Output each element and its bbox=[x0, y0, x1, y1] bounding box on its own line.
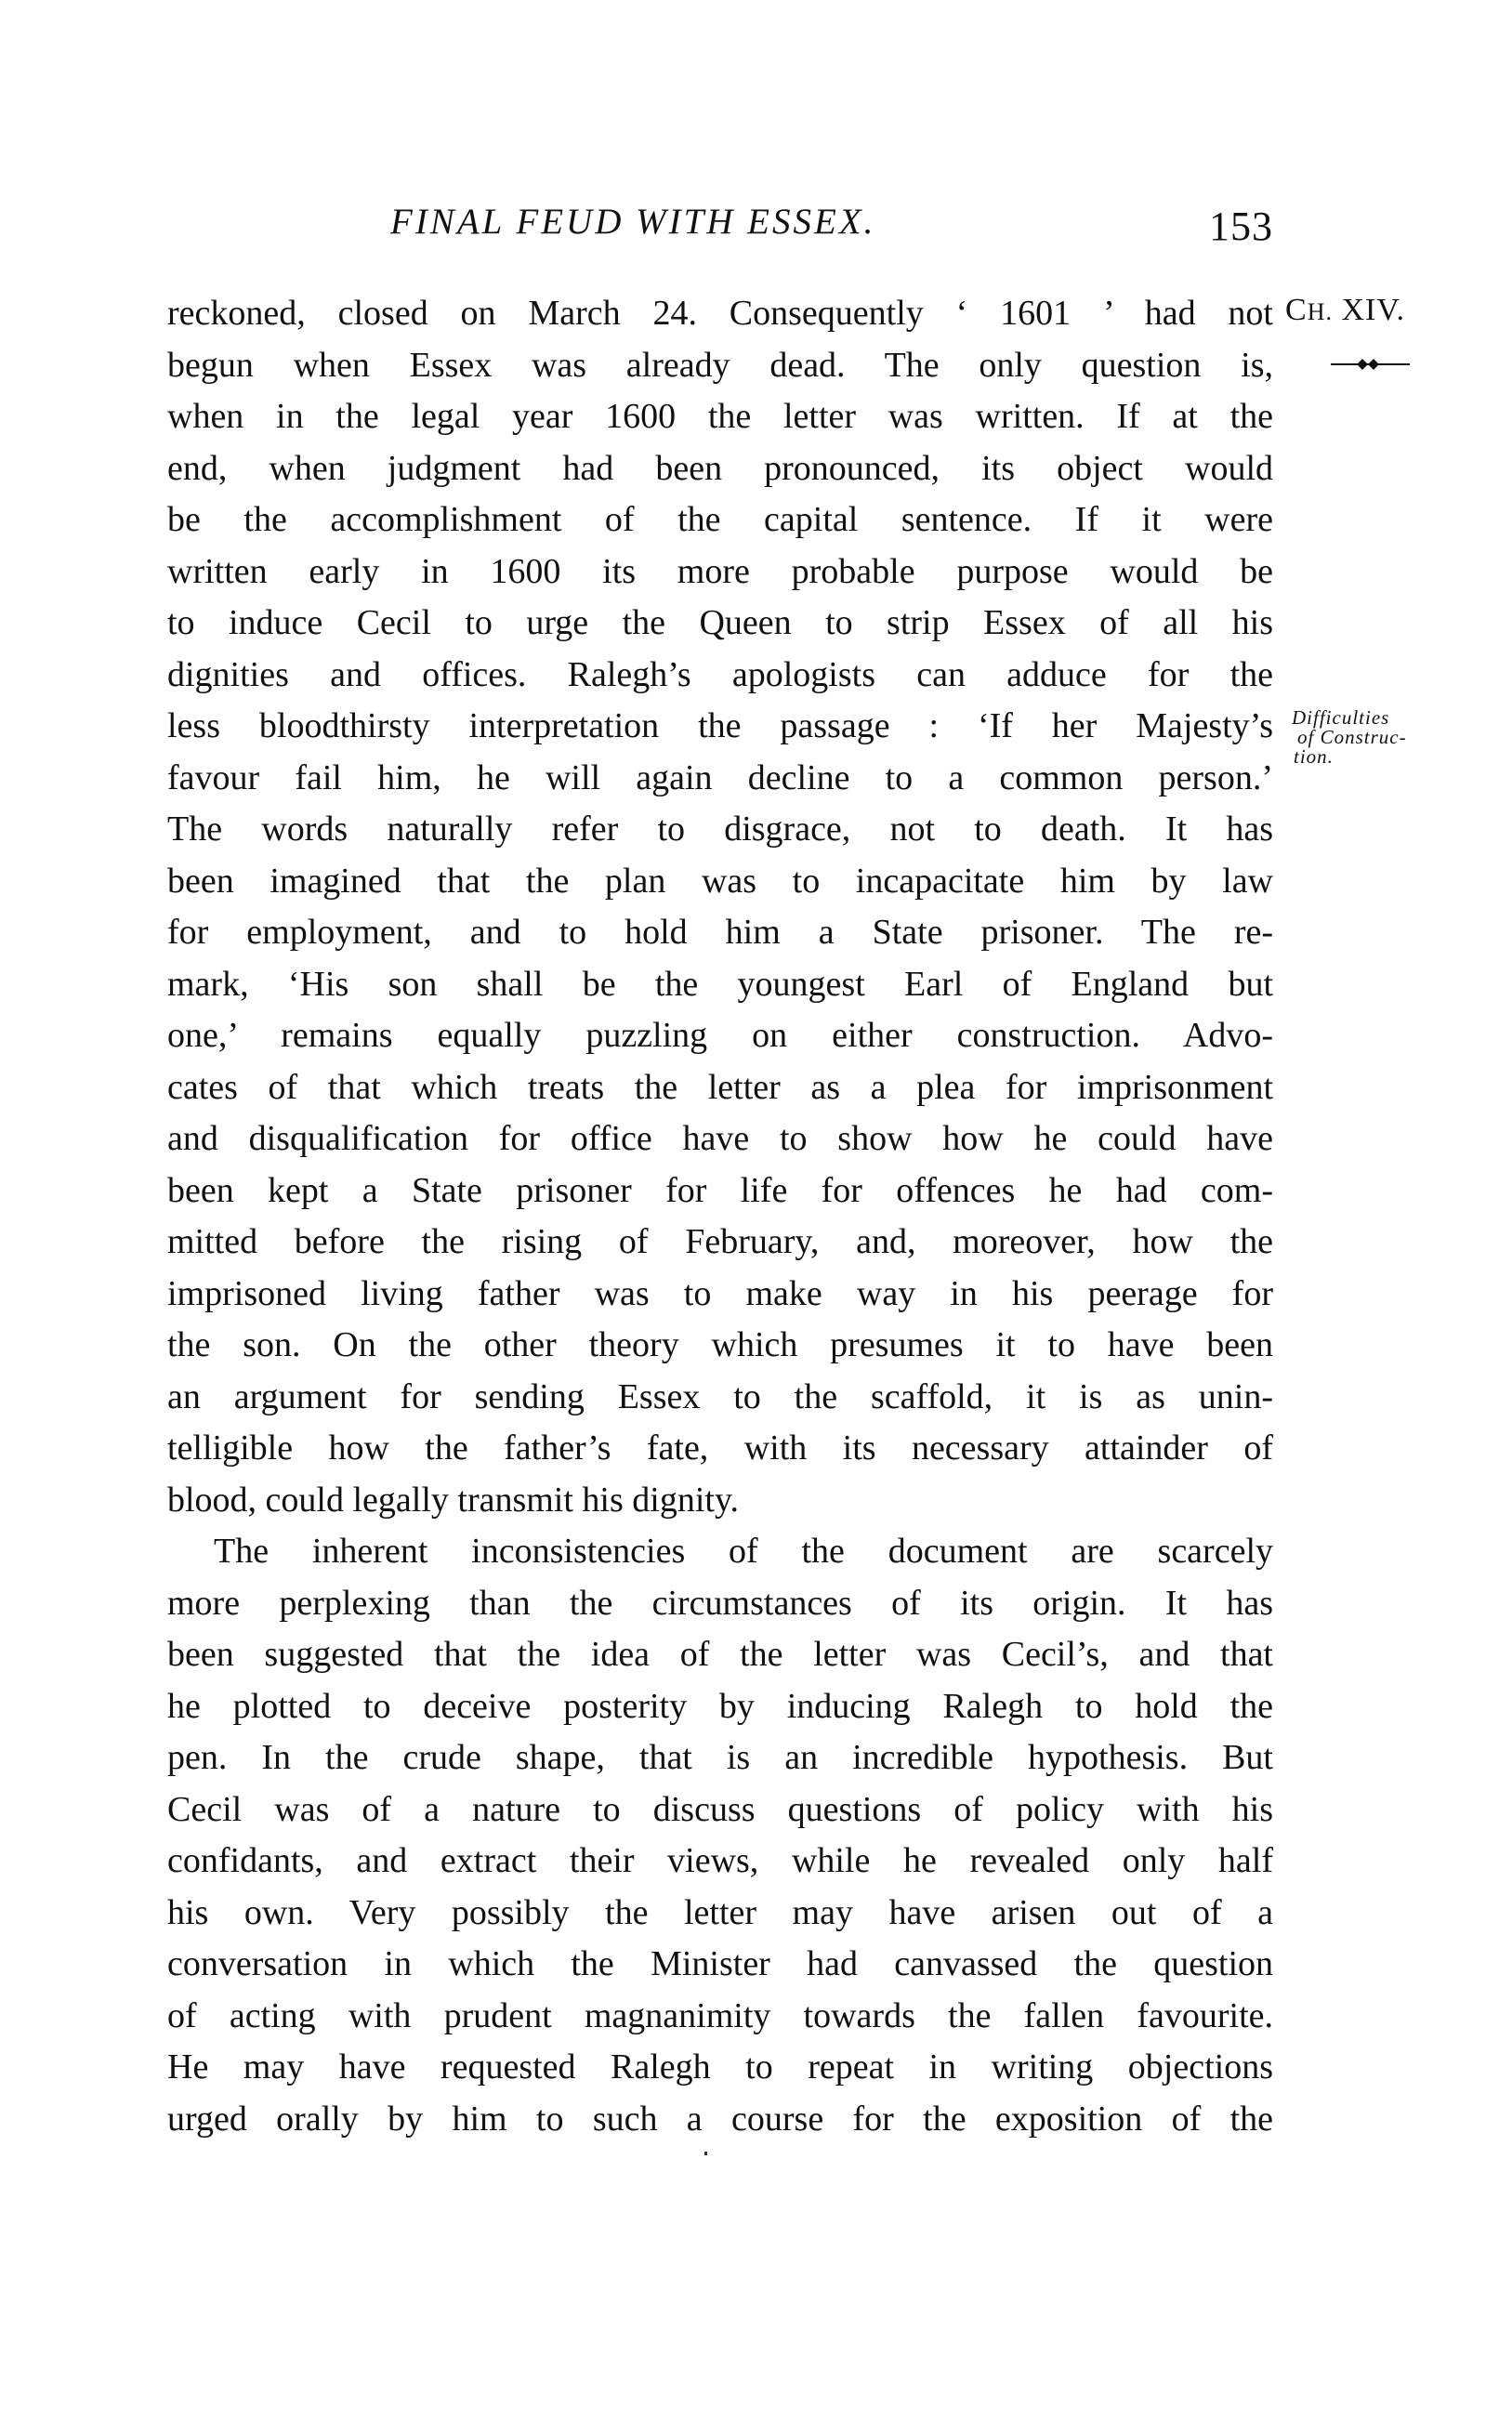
text-line: for employment, and to hold him a State prisoner. The re- bbox=[167, 913, 1273, 952]
chapter-prefix-small: H. bbox=[1307, 298, 1333, 325]
text-line: been suggested that the idea of the letter was Cecil’s, and that bbox=[167, 1635, 1273, 1674]
text-line: of acting with prudent magnanimity towards the fallen favourite. bbox=[167, 1995, 1273, 2035]
text-line: urged orally by him to such a course for the exposition of the bbox=[167, 2099, 1273, 2139]
text-line: confidants, and extract their views, while he revealed only half bbox=[167, 1841, 1273, 1880]
text-line: his own. Very possibly the letter may have arisen out of a bbox=[167, 1892, 1273, 1932]
text-line: the son. On the other theory which presumes it to have been bbox=[167, 1325, 1273, 1364]
chapter-marker bbox=[1285, 293, 1405, 328]
text-line: more perplexing than the circumstances of its origin. It has bbox=[167, 1583, 1273, 1623]
body-text bbox=[167, 288, 1273, 2145]
text-line: reckoned, closed on March 24. Consequently ‘ 1601 ’ had not bbox=[167, 294, 1273, 333]
text-line: when in the legal year 1600 the letter was written. If at the bbox=[167, 397, 1273, 436]
page-number: 153 bbox=[1209, 204, 1273, 249]
text-line: The words naturally refer to disgrace, not to death. It has bbox=[167, 810, 1273, 849]
text-line: mark, ‘His son shall be the youngest Earl of England but bbox=[167, 964, 1273, 1004]
text-line: written early in 1600 its more probable purpose would be bbox=[167, 551, 1273, 591]
text-line: He may have requested Ralegh to repeat in writing objections bbox=[167, 2047, 1273, 2086]
text-line: imprisoned living father was to make way in his peerage for bbox=[167, 1273, 1273, 1313]
text-line: he plotted to deceive posterity by inducing Ralegh to hold the bbox=[167, 1686, 1273, 1726]
text-line: mitted before the rising of February, and, moreover, how the bbox=[167, 1222, 1273, 1261]
text-line: dignities and offices. Ralegh’s apologists can adduce for the bbox=[167, 654, 1273, 694]
text-line: and disqualification for office have to show how he could have bbox=[167, 1119, 1273, 1158]
chapter-number: XIV. bbox=[1341, 293, 1406, 327]
text-line: Cecil was of a nature to discuss questions of policy with his bbox=[167, 1789, 1273, 1829]
text-line: been imagined that the plan was to incapacitate him by law bbox=[167, 861, 1273, 901]
text-line: end, when judgment had been pronounced, its object would bbox=[167, 448, 1273, 488]
text-line: to induce Cecil to urge the Queen to strip Essex of all his bbox=[167, 603, 1273, 642]
chapter-prefix: C bbox=[1285, 293, 1308, 327]
text-line: pen. In the crude shape, that is an incredible hypothesis. But bbox=[167, 1738, 1273, 1777]
paragraph-1 bbox=[167, 288, 1273, 1526]
paragraph-2 bbox=[167, 1526, 1273, 2145]
text-line: cates of that which treats the letter as a plea for imprisonment bbox=[167, 1067, 1273, 1107]
sidenote-line: Difficulties bbox=[1292, 706, 1390, 729]
running-head bbox=[167, 201, 1273, 257]
text-line: begun when Essex was already dead. The only question is, bbox=[167, 345, 1273, 385]
running-title: FINAL FEUD WITH ESSEX. bbox=[390, 202, 876, 242]
text-line: been kept a State prisoner for life for offences he had com- bbox=[167, 1170, 1273, 1210]
text-line: an argument for sending Essex to the scaffold, it is as unin- bbox=[167, 1376, 1273, 1416]
sidenote-line: of Construc- bbox=[1297, 726, 1407, 748]
marginal-sidenote bbox=[1292, 708, 1478, 767]
text-line: less bloodthirsty interpretation the passage : ‘If her Majesty’s bbox=[167, 706, 1273, 745]
sidenote-line: tion. bbox=[1294, 745, 1334, 768]
printer-mark bbox=[704, 2152, 707, 2155]
text-line: telligible how the father’s fate, with its necessary attainder of bbox=[167, 1428, 1273, 1468]
text-line: favour fail him, he will again decline to a common person.’ bbox=[167, 757, 1273, 797]
ornament-rule-icon bbox=[1331, 358, 1410, 371]
text-line: conversation in which the Minister had canvassed the question bbox=[167, 1944, 1273, 1983]
text-line: blood, could legally transmit his dignity. bbox=[167, 1480, 739, 1520]
text-line: The inherent inconsistencies of the document are scarcely bbox=[214, 1532, 1273, 1571]
text-line: be the accomplishment of the capital sentence. If it were bbox=[167, 500, 1273, 539]
text-line: one,’ remains equally puzzling on either construction. Advo- bbox=[167, 1016, 1273, 1055]
